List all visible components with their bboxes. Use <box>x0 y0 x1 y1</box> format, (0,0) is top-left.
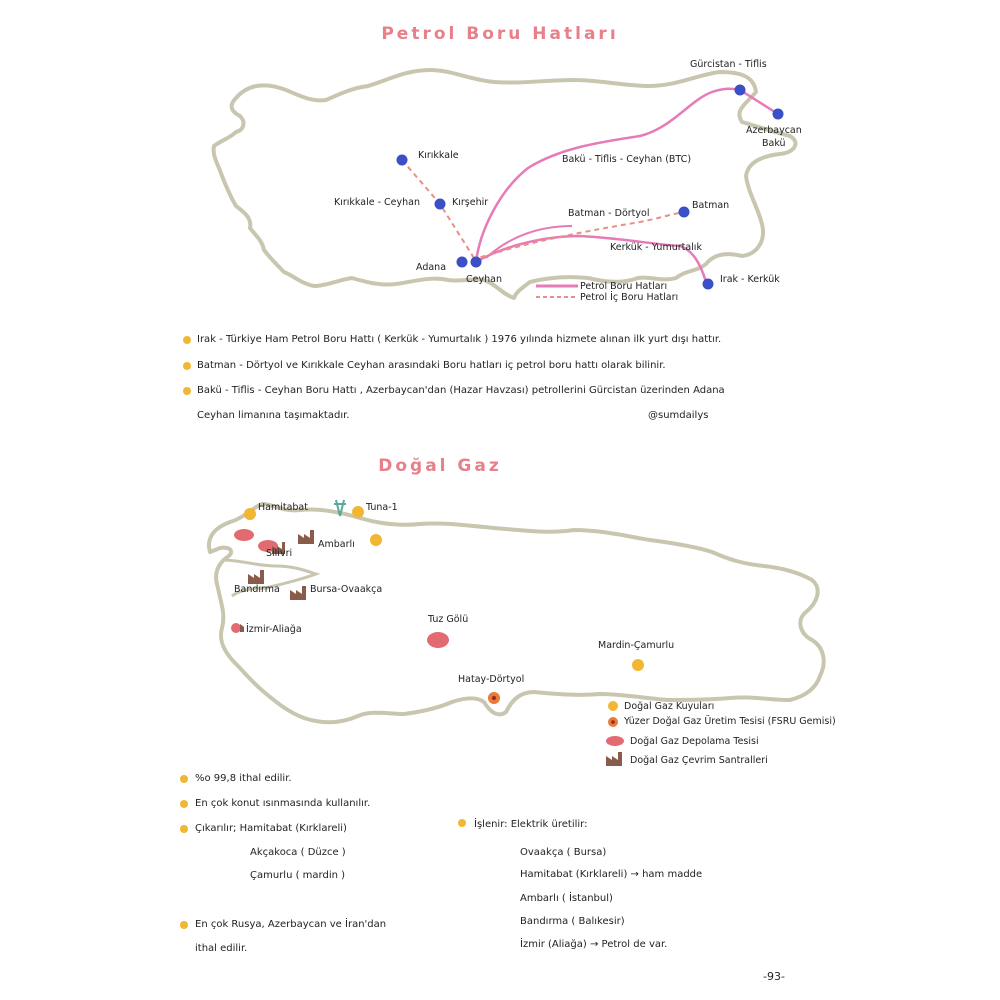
gas-note-3b: Akçakoca ( Düzce ) <box>250 847 346 858</box>
bullet-2 <box>183 362 191 370</box>
gas-process-item-4: Bandırma ( Balıkesir) <box>520 916 625 927</box>
label-mardin: Mardin-Çamurlu <box>598 640 675 651</box>
izmir-storage <box>231 623 241 633</box>
gas-process-head: İşlenir: Elektrik üretilir: <box>474 819 588 830</box>
bullet-3 <box>183 387 191 395</box>
label-batman: Batman <box>692 200 730 211</box>
label-kirikkale: Kırıkkale <box>418 150 459 161</box>
legend-storage-icon <box>606 736 624 746</box>
gas-note-3: Çıkarılır; Hamitabat (Kırklareli) <box>195 823 347 834</box>
oil-note-3: Bakü - Tiflis - Ceyhan Boru Hattı , Azerbaycan'dan (Hazar Havzası) petrollerini Gürcistan üzerinden Adana <box>197 385 725 396</box>
legend-plant-icon <box>606 752 622 766</box>
gas-bullet-2 <box>180 800 188 808</box>
ambarli-well <box>370 534 382 546</box>
legend-dashed-label: Petrol İç Boru Hatları <box>580 292 679 303</box>
label-adana: Adana <box>416 262 447 273</box>
legend-well-icon <box>608 701 618 711</box>
label-tuz-golu: Tuz Gölü <box>428 614 469 625</box>
hamitabat-storage <box>234 529 254 541</box>
label-azerbaycan: Azerbaycan <box>746 125 802 136</box>
legend-fsru-center <box>611 720 615 724</box>
label-bursa: Bursa-Ovaakça <box>310 584 383 595</box>
turkey-outline-oil <box>214 70 796 298</box>
oil-section-title: Petrol Boru Hatları <box>381 24 619 44</box>
label-kerkuk-yumurtalik: Kerkük - Yumurtalık <box>610 242 702 253</box>
plant-icon-bursa <box>290 586 306 600</box>
ceyhan-dot <box>471 257 482 268</box>
plant-icon-bandirma <box>248 570 264 584</box>
gas-process-item-1: Ovaakça ( Bursa) <box>520 847 607 858</box>
gas-process-item-5: İzmir (Aliağa) → Petrol de var. <box>520 939 668 950</box>
label-gurcistan: Gürcistan - Tiflis <box>690 59 767 70</box>
page-number: -93- <box>763 970 785 983</box>
mardin-well <box>632 659 644 671</box>
label-ambarli: Ambarlı <box>318 539 355 550</box>
bullet-1 <box>183 336 191 344</box>
gas-note-2: En çok konut ısınmasında kullanılır. <box>195 798 371 809</box>
gas-process-item-3: Ambarlı ( İstanbul) <box>520 893 613 904</box>
gas-bullet-5 <box>458 819 466 827</box>
gas-note-4b: ithal edilir. <box>195 943 248 954</box>
oil-note-1: Irak - Türkiye Ham Petrol Boru Hattı ( Kerkük - Yumurtalık ) 1976 yılında hizmete alınan ilk yurt dışı hattır. <box>197 334 722 345</box>
hamitabat-well <box>244 508 256 520</box>
batman-dot <box>679 207 690 218</box>
label-hamitabat: Hamitabat <box>258 502 308 513</box>
label-kirikkale-ceyhan: Kırıkkale - Ceyhan <box>334 197 420 208</box>
gas-section-title: Doğal Gaz <box>378 456 502 476</box>
adana-dot <box>457 257 468 268</box>
gas-bullet-3 <box>180 825 188 833</box>
tuna-well <box>352 506 364 518</box>
oil-note-4: Ceyhan limanına taşımaktadır. <box>197 410 350 421</box>
author-handle: @sumdailys <box>648 410 709 421</box>
label-hatay: Hatay-Dörtyol <box>458 674 525 685</box>
label-ceyhan: Ceyhan <box>466 274 502 285</box>
label-btc: Bakü - Tiflis - Ceyhan (BTC) <box>562 154 692 165</box>
label-tuna: Tuna-1 <box>366 502 398 513</box>
gas-note-1: %o 99,8 ithal edilir. <box>195 773 292 784</box>
plant-icon-izmir <box>240 624 244 632</box>
gas-bullet-1 <box>180 775 188 783</box>
plant-icon-ambarli <box>298 530 314 544</box>
label-irak-kerkuk: Irak - Kerkük <box>720 274 780 285</box>
azerbaycan-dot <box>773 109 784 120</box>
legend-solid-label: Petrol Boru Hatları <box>580 281 668 292</box>
label-silivri: Silivri <box>266 548 293 559</box>
kirikkale-dot <box>397 155 408 166</box>
label-baku: Bakü <box>762 138 786 149</box>
label-kirsehir: Kırşehir <box>452 197 489 208</box>
label-bandirma: Bandırma <box>234 584 280 595</box>
legend-fsru-label: Yüzer Doğal Gaz Üretim Tesisi (FSRU Gemisi) <box>624 716 836 727</box>
gurcistan-dot <box>735 85 746 96</box>
label-batman-dortyol: Batman - Dörtyol <box>568 208 650 219</box>
gas-process-item-2: Hamitabat (Kırklareli) → ham madde <box>520 869 703 880</box>
tuz-golu-storage <box>427 632 449 648</box>
legend-plant-label: Doğal Gaz Çevrim Santralleri <box>630 755 768 766</box>
irak-kerkuk-dot <box>703 279 714 290</box>
gas-note-3c: Çamurlu ( mardin ) <box>250 870 346 881</box>
legend-well-label: Doğal Gaz Kuyuları <box>624 701 715 712</box>
gas-bullet-4 <box>180 921 188 929</box>
oil-note-2: Batman - Dörtyol ve Kırıkkale Ceyhan arasındaki Boru hatları iç petrol boru hattı olarak bilinir. <box>197 360 666 371</box>
label-izmir: İzmir-Aliağa <box>246 624 302 635</box>
gas-note-4: En çok Rusya, Azerbaycan ve İran'dan <box>195 919 387 930</box>
legend-storage-label: Doğal Gaz Depolama Tesisi <box>630 736 759 747</box>
hatay-fsru-center <box>492 696 496 700</box>
kirsehir-dot <box>435 199 446 210</box>
